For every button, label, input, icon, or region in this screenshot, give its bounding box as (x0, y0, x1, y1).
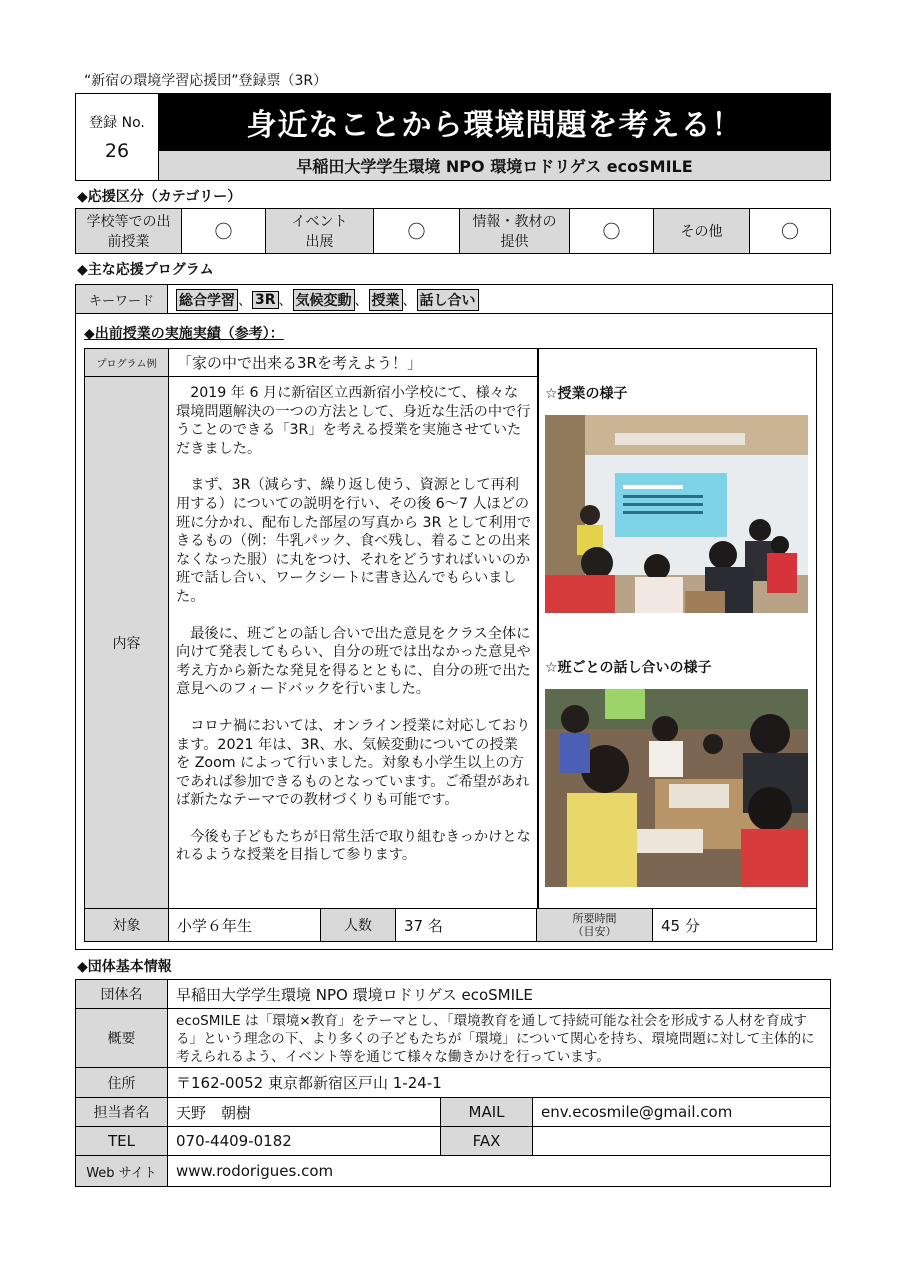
category-mark-other: 〇 (781, 222, 799, 243)
form-title: “新宿の環境学習応援団”登録票（3R） (84, 73, 328, 89)
record-heading: ◆出前授業の実施実績（参考）： (84, 326, 284, 342)
keyword-separator: 、 (402, 293, 417, 309)
photo2-caption: ☆班ごとの話し合いの様子 (545, 660, 712, 676)
photo1-caption: ☆授業の様子 (545, 386, 628, 402)
org-address-value: 〒162-0052 東京都新宿区戸山 1-24-1 (168, 1068, 830, 1098)
org-address-label: 住所 (76, 1068, 168, 1098)
org-contact-value: 天野 朝樹 (168, 1098, 441, 1127)
org-contact-label: 担当者名 (76, 1098, 168, 1127)
classroom-photo-image (545, 415, 808, 613)
category-table (75, 208, 831, 254)
keyword-tag: 3R (252, 291, 279, 309)
org-web-label: Web サイト (76, 1156, 168, 1186)
category-mark-delivery: 〇 (182, 209, 266, 253)
keyword-separator: 、 (238, 293, 252, 309)
keyword-separator: 、 (354, 293, 369, 309)
org-mail-label: MAIL (441, 1098, 533, 1127)
program-heading: ◆主な応援プログラム (77, 262, 214, 278)
keyword-list (176, 289, 479, 311)
category-mark-info: 〇 (570, 209, 654, 253)
content-label: 内容 (85, 377, 169, 908)
org-web-value[interactable]: www.rodorigues.com (176, 1162, 334, 1180)
org-tel-label: TEL (76, 1127, 168, 1156)
category-heading: ◆応援区分（カテゴリー） (77, 189, 242, 205)
org-tel-value: 070-4409-0182 (168, 1127, 441, 1156)
count-label: 人数 (321, 909, 396, 941)
org-subtitle: 早稲田大学学生環境 NPO 環境ロドリゲス ecoSMILE (158, 150, 831, 181)
content-paragraph: コロナ禍においては、オンライン授業に対応しております。2021 年は、3R、水、気候変動についての授業を Zoom によって行いました。対象も小学生以上の方であれば参加できるものとなっています。ご希望があれば新たなテーマでの教材づくりも可能です。 (176, 717, 531, 809)
category-label-delivery: 学校等での出前授業 (76, 209, 182, 253)
example-label: プログラム例 (85, 349, 169, 377)
content-paragraph: 今後も子どもたちが日常生活で取り組むきっかけとなれるような授業を目指して参ります。 (176, 828, 531, 864)
keyword-tag: 総合学習 (176, 289, 238, 311)
keyword-tag: 話し合い (417, 289, 479, 311)
registration-label: 登録 No. (89, 115, 145, 131)
keyword-tag: 気候変動 (293, 289, 355, 311)
content-paragraph: まず、3R（減らす、繰り返し使う、資源として再利用する）についての説明を行い、その後 6～7 人ほどの班に分かれ、配布した部屋の写真から 3R として利用できるもの（例：牛乳パック、食べ残し、着ることの出来なくなった服）に丸をつけ、それをどうすればいいのか班で話し合い、ワークシートに書き込んでもらいました。 (176, 477, 532, 605)
category-mark-event: 〇 (374, 209, 460, 253)
category-label-event: イベント出展 (266, 209, 374, 253)
target-value: 小学６年生 (169, 909, 321, 941)
org-summary-label: 概要 (76, 1009, 168, 1068)
registration-number: 26 (104, 140, 130, 162)
org-heading: ◆団体基本情報 (77, 959, 172, 975)
org-fax-label: FAX (441, 1127, 533, 1156)
keyword-separator: 、 (278, 293, 293, 309)
target-label: 対象 (85, 909, 169, 941)
category-label-other: その他 (654, 209, 750, 253)
keyword-tag: 授業 (369, 289, 403, 311)
discussion-photo (545, 689, 808, 887)
time-label-line1: 所要時間 (572, 912, 617, 925)
content-paragraph: 2019 年 6 月に新宿区立西新宿小学校にて、様々な環境問題解決の一つの方法として、身近な生活の中で行うことのできる「3R」を考える授業を実施させていただきました。 (176, 385, 531, 457)
example-title: 「家の中で出来る3Rを考えよう！」 (169, 349, 537, 377)
category-label-info: 情報・教材の提供 (460, 209, 570, 253)
target-row (85, 908, 816, 941)
classroom-photo (545, 415, 808, 613)
content-paragraph: 最後に、班ごとの話し合いで出た意見をクラス全体に向けて発表してもらい、自分の班では出なかった意見や考え方から新たな発見を得るとともに、自分の班で出た意見へのフィードバックを行いました。 (176, 625, 531, 698)
keyword-label: キーワード (76, 285, 168, 314)
org-mail-value[interactable]: env.ecosmile@gmail.com (533, 1098, 830, 1127)
content-divider (537, 349, 539, 908)
count-value: 37 名 (396, 909, 537, 941)
org-name-value: 早稲田大学学生環境 NPO 環境ロドリゲス ecoSMILE (168, 980, 830, 1009)
registration-box (75, 93, 159, 181)
content-body (176, 384, 532, 865)
main-title: 身近なことから環境問題を考える！ (158, 93, 831, 151)
org-name-label: 団体名 (76, 980, 168, 1009)
discussion-photo-image (545, 689, 808, 887)
org-summary-value: ecoSMILE は「環境×教育」をテーマとし、「環境教育を通して持続可能な社会を形成する人材を育成する」という理念の下、より多くの子どもたちが「環境」について関心を持ち、環境問題に対して主体的に考えられるよう、イベント等を通じて様々な働きかけを行っています。 (168, 1009, 830, 1068)
org-fax-value (533, 1127, 830, 1156)
time-label-line2: （目安） (572, 925, 617, 938)
time-label (537, 909, 653, 941)
time-value: 45 分 (661, 916, 700, 935)
